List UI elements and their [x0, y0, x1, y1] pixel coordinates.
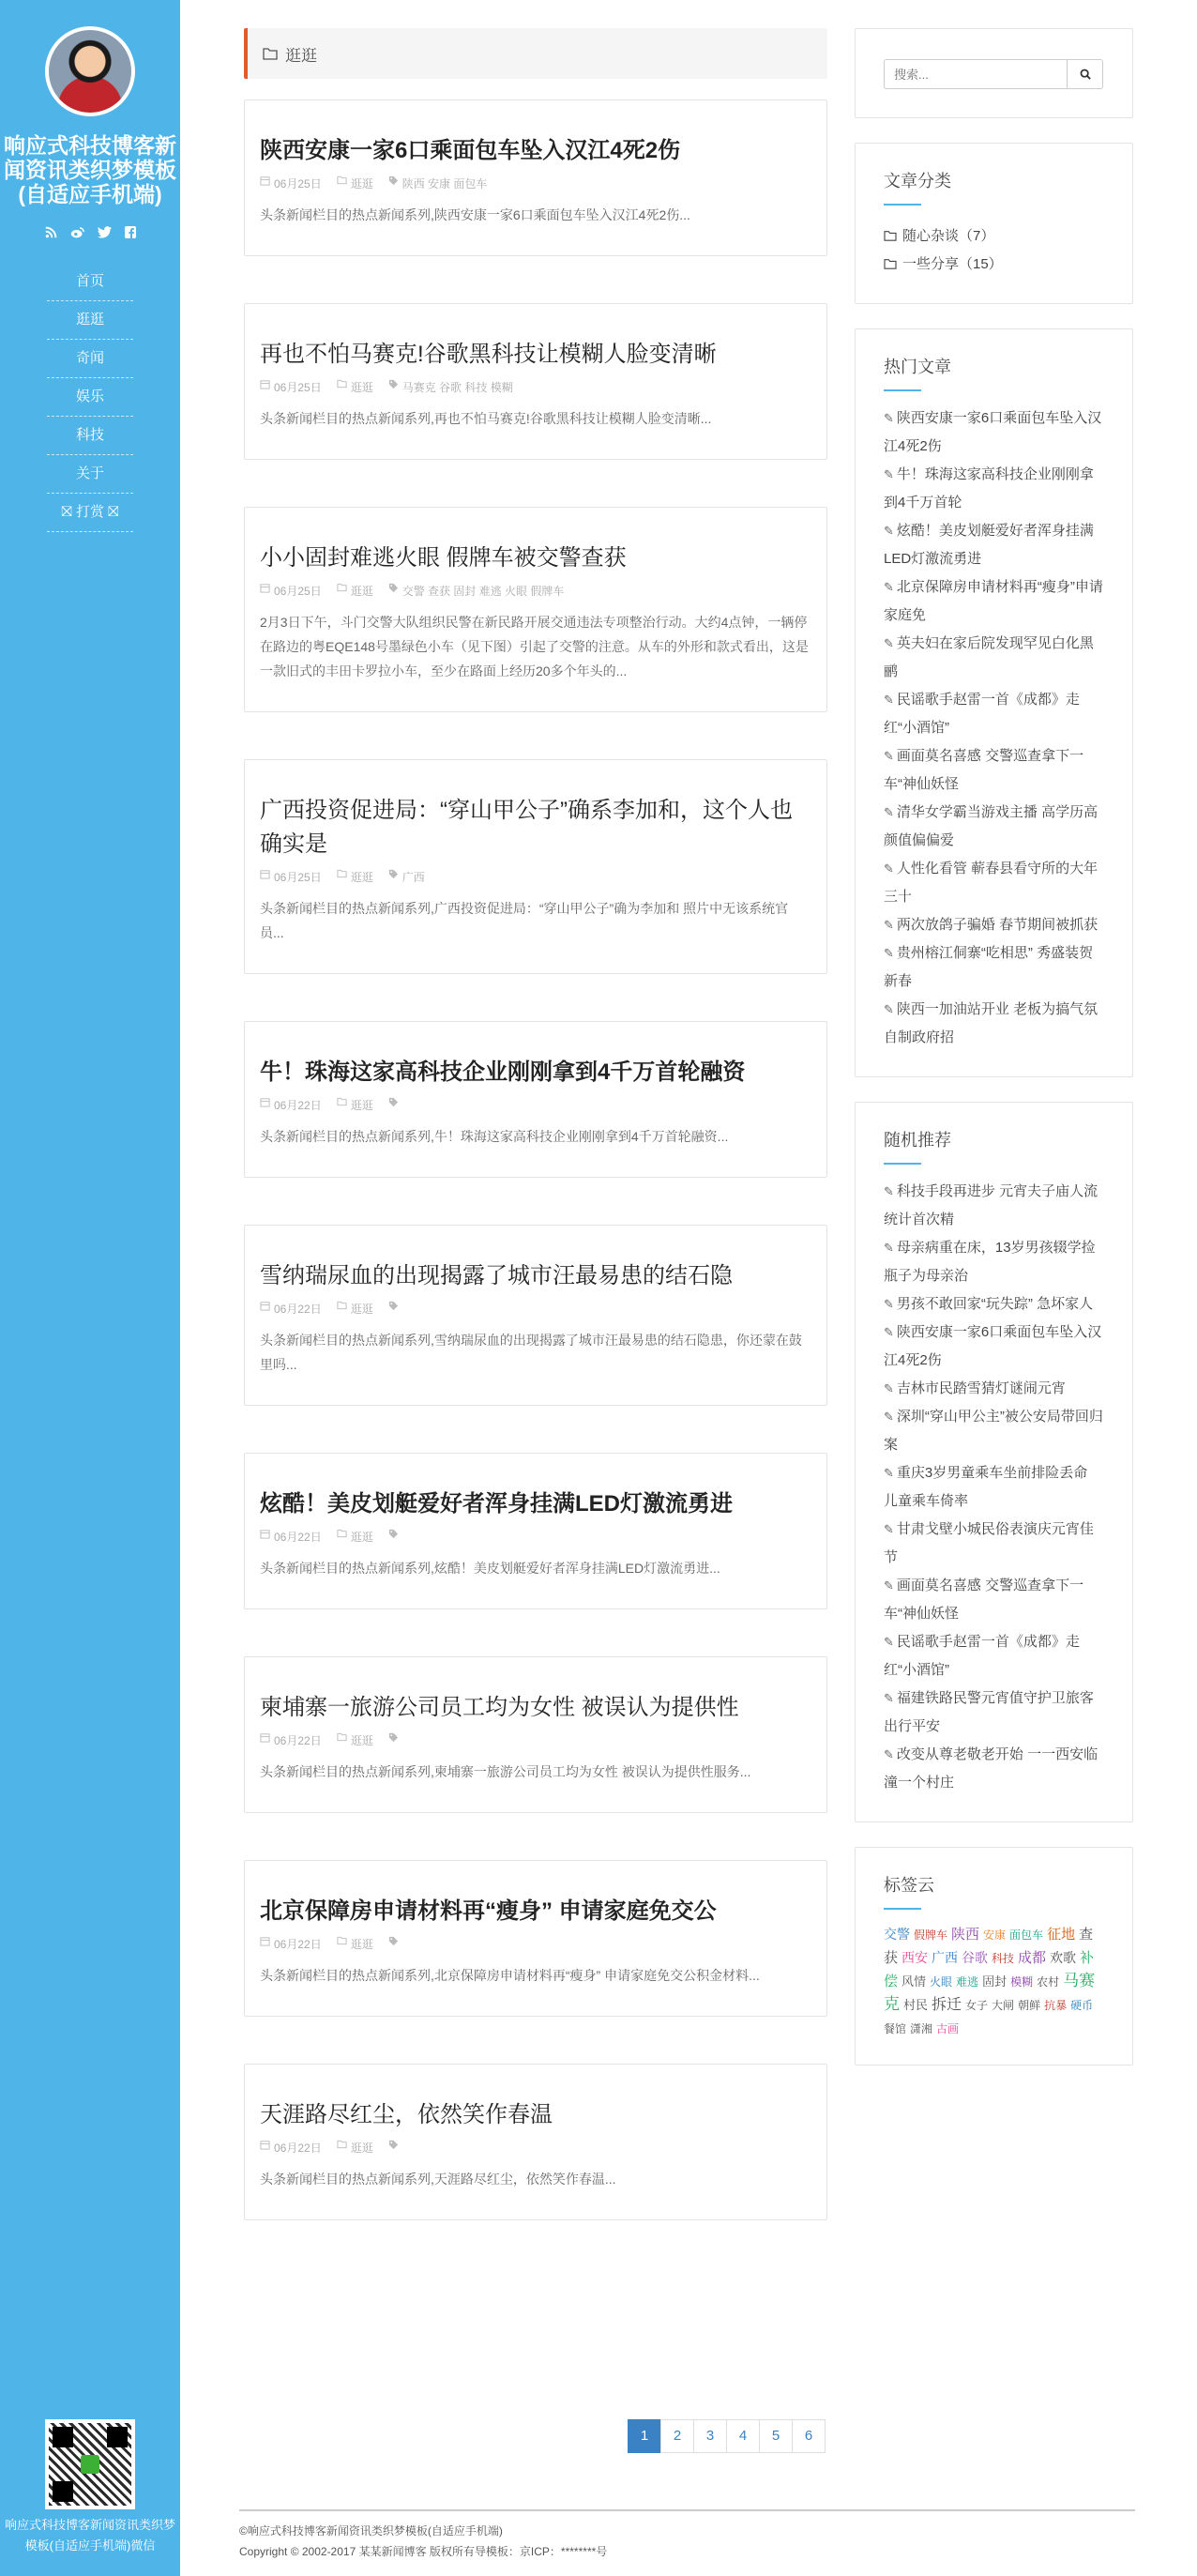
post-category[interactable] — [337, 379, 373, 395]
tag-link[interactable]: 朝鲜 — [1018, 1999, 1041, 2012]
post-date-text: 06月22日 — [274, 2142, 322, 2155]
tag-link[interactable]: 固封 — [982, 1974, 1008, 1989]
article-link[interactable] — [884, 996, 1104, 1052]
tag-link[interactable]: 村民 — [903, 1998, 929, 2012]
post-card — [244, 303, 827, 460]
search-icon — [1080, 69, 1091, 80]
article-title: 北京保障房申请材料再“瘦身”申请家庭免 — [884, 579, 1103, 623]
tag-link[interactable]: 西安 — [902, 1950, 929, 1965]
post-date — [260, 379, 322, 395]
article-link[interactable] — [884, 630, 1104, 686]
article-title: 母亲病重在床，13岁男孩辍学捡瓶子为母亲治 — [884, 1240, 1096, 1284]
post-tags-text: 马赛克 谷歌 科技 模糊 — [402, 381, 513, 394]
article-link[interactable] — [884, 573, 1104, 630]
article-link[interactable] — [884, 1684, 1104, 1741]
post-date — [260, 175, 322, 191]
nav-entertainment[interactable]: 娱乐 — [47, 378, 133, 417]
pencil-icon: ✎ — [884, 861, 894, 876]
pencil-icon: ✎ — [884, 1691, 894, 1705]
main-content — [244, 28, 827, 2220]
footer-copyright: Copyright © 2002-2017 某某新闻博客 版权所有导模板：京ICP：********号 — [239, 2545, 608, 2558]
post-excerpt: 头条新闻栏目的热点新闻系列,柬埔寨一旅游公司员工均为女性 被误认为提供性服务... — [260, 1764, 751, 1779]
category-label: 一些分享（15） — [902, 256, 1003, 272]
post-category[interactable] — [337, 1936, 373, 1952]
tag-icon — [388, 2140, 399, 2150]
tag-link[interactable]: 交警 — [884, 1927, 910, 1942]
pencil-icon: ✎ — [884, 693, 894, 707]
pencil-icon: ✎ — [884, 1466, 894, 1480]
post-category-text: 逛逛 — [350, 381, 373, 394]
pencil-icon: ✎ — [884, 805, 894, 819]
article-title: 重庆3岁男童乘车坐前排险丢命 儿童乘车倚率 — [884, 1465, 1088, 1509]
calendar-icon — [260, 379, 270, 389]
tag-link[interactable]: 安康 — [983, 1928, 1007, 1942]
calendar-icon — [260, 583, 270, 593]
pencil-icon: ✎ — [884, 749, 894, 763]
page-link[interactable]: 6 — [792, 2419, 826, 2453]
tag-link[interactable]: 谷歌 — [962, 1950, 989, 1965]
tag-link[interactable]: 火眼 — [930, 1975, 953, 1989]
article-title: 两次放鸽子骗婚 春节期间被抓获 — [896, 917, 1099, 933]
pencil-icon: ✎ — [884, 1297, 894, 1311]
post-excerpt: 头条新闻栏目的热点新闻系列,陕西安康一家6口乘面包车坠入汉江4死2伤... — [260, 207, 690, 222]
post-title[interactable]: 再也不怕马赛克!谷歌黑科技让模糊人脸变清晰 — [260, 342, 717, 367]
post-category-text: 逛逛 — [350, 1099, 373, 1112]
post-tags[interactable] — [388, 583, 565, 599]
tag-link[interactable]: 女子 — [965, 1999, 989, 2012]
tag-icon — [388, 379, 399, 389]
post-card — [244, 1860, 827, 2017]
post-excerpt: 头条新闻栏目的热点新闻系列,再也不怕马赛克!谷歌黑科技让模糊人脸变清晰... — [260, 411, 712, 426]
tag-link[interactable]: 广西 — [932, 1950, 959, 1965]
folder-icon — [337, 583, 347, 592]
article-link[interactable] — [884, 1178, 1104, 1234]
tag-link[interactable]: 硬币 — [1070, 1999, 1094, 2012]
tag-link[interactable]: 陕西 — [951, 1927, 980, 1943]
post-list — [244, 99, 827, 2220]
post-meta — [260, 2140, 811, 2156]
post-category[interactable] — [337, 869, 373, 885]
pagination — [629, 2419, 826, 2453]
tag-link[interactable]: 征地 — [1047, 1927, 1076, 1943]
article-title: 甘肃戈壁小城民俗表演庆元宵佳节 — [884, 1521, 1094, 1565]
hot-title: 热门文章 — [884, 354, 1104, 391]
category-title: 文章分类 — [884, 168, 1104, 206]
article-title: 改变从尊老敬老开始 一一西安临潼一个村庄 — [884, 1746, 1099, 1791]
tag-link[interactable]: 面包车 — [1009, 1928, 1044, 1942]
post-title[interactable]: 陕西安康一家6口乘面包车坠入汉江4死2伤 — [260, 138, 681, 163]
post-date-text: 06月22日 — [274, 1938, 322, 1951]
calendar-icon — [260, 1529, 270, 1539]
post-category[interactable] — [337, 1732, 373, 1748]
breadcrumb — [244, 28, 827, 79]
article-link[interactable] — [884, 799, 1104, 855]
folder-icon — [884, 258, 897, 269]
post-meta — [260, 869, 811, 885]
calendar-icon — [260, 1936, 270, 1946]
nav-about[interactable]: 关于 — [47, 455, 133, 494]
nav-qiwen[interactable]: 奇闻 — [47, 340, 133, 378]
page-link[interactable]: 2 — [660, 2419, 694, 2453]
article-link[interactable] — [884, 404, 1104, 461]
random-title: 随机推荐 — [884, 1127, 1104, 1165]
pencil-icon: ✎ — [884, 467, 894, 481]
pencil-icon: ✎ — [884, 918, 894, 932]
post-category-text: 逛逛 — [350, 1303, 373, 1316]
post-category[interactable] — [337, 1529, 373, 1545]
wechat-qr-code — [45, 2419, 135, 2509]
pencil-icon: ✎ — [884, 411, 894, 425]
post-excerpt: 头条新闻栏目的热点新闻系列,炫酷！美皮划艇爱好者浑身挂满LED灯激流勇进... — [260, 1561, 720, 1576]
tag-link[interactable]: 抗暴 — [1044, 1999, 1068, 2012]
calendar-icon — [260, 2140, 270, 2150]
gift-icon: ⛝ — [108, 504, 119, 520]
post-date — [260, 1301, 322, 1317]
tag-link[interactable]: 成都 — [1018, 1950, 1047, 1966]
post-date-text: 06月22日 — [274, 1734, 322, 1747]
tag-link[interactable]: 查获 — [884, 1927, 1094, 1966]
tag-link[interactable]: 风情 — [902, 1974, 927, 1989]
article-link[interactable] — [884, 461, 1104, 517]
category-list — [884, 222, 1104, 279]
post-title[interactable]: 雪纳瑞尿血的出现揭露了城市汪最易患的结石隐 — [260, 1263, 733, 1288]
tag-cloud-widget — [855, 1847, 1133, 2065]
post-date-text: 06月22日 — [274, 1303, 322, 1316]
post-card — [244, 759, 827, 974]
article-title: 牛！珠海这家高科技企业刚刚拿到4千万首轮 — [884, 466, 1094, 511]
folder-icon — [263, 47, 278, 60]
post-tags[interactable] — [388, 869, 425, 885]
folder-icon — [337, 1732, 347, 1742]
footer-line1: ©响应式科技博客新闻资讯类织梦模板(自适应手机端) — [239, 2524, 503, 2538]
article-link[interactable] — [884, 1234, 1104, 1290]
post-date-text: 06月25日 — [274, 177, 322, 191]
post-category[interactable] — [337, 2140, 373, 2156]
post-tags[interactable] — [388, 2140, 402, 2156]
post-category-text: 逛逛 — [350, 585, 373, 598]
post-tags[interactable] — [388, 1732, 402, 1748]
article-title: 深圳“穿山甲公主”被公安局带回归案 — [884, 1409, 1103, 1453]
post-card — [244, 2064, 827, 2220]
tags-title: 标签云 — [884, 1872, 1104, 1910]
category-label: 随心杂谈（7） — [902, 228, 995, 244]
post-tags[interactable] — [388, 175, 488, 191]
random-widget — [855, 1102, 1133, 1822]
category-item[interactable] — [884, 222, 1104, 251]
post-title[interactable]: 炫酷！美皮划艇爱好者浑身挂满LED灯激流勇进 — [260, 1491, 733, 1517]
folder-icon — [337, 379, 347, 389]
post-title[interactable]: 北京保障房申请材料再“瘦身” 申请家庭免交公 — [260, 1898, 717, 1924]
rss-icon[interactable] — [45, 223, 57, 238]
post-date-text: 06月22日 — [274, 1099, 322, 1112]
post-category[interactable] — [337, 1301, 373, 1317]
pencil-icon: ✎ — [884, 1410, 894, 1424]
article-title: 福建铁路民警元宵值守护卫旅客出行平安 — [884, 1690, 1094, 1734]
nav-home[interactable]: 首页 — [47, 263, 133, 301]
post-tags[interactable] — [388, 1097, 402, 1113]
post-date-text: 06月25日 — [274, 585, 322, 598]
post-date — [260, 583, 322, 599]
post-excerpt: 头条新闻栏目的热点新闻系列,牛！珠海这家高科技企业刚刚拿到4千万首轮融资... — [260, 1129, 729, 1144]
folder-icon — [337, 1936, 347, 1945]
hot-list — [884, 404, 1104, 1052]
tag-link[interactable]: 马赛克 — [884, 1972, 1096, 2013]
post-meta — [260, 1936, 811, 1952]
post-tags-text: 交警 查获 固封 难逃 火眼 假牌车 — [402, 585, 565, 598]
article-title: 炫酷！美皮划艇爱好者浑身挂满LED灯激流勇进 — [884, 523, 1094, 567]
post-title[interactable]: 柬埔寨一旅游公司员工均为女性 被误认为提供性 — [260, 1695, 739, 1720]
article-title: 贵州榕江侗寨“吃相思” 秀盛装贺新春 — [884, 945, 1094, 989]
article-link[interactable] — [884, 1318, 1104, 1375]
article-title: 陕西安康一家6口乘面包车坠入汉江4死2伤 — [884, 1324, 1102, 1368]
article-title: 人性化看管 蕲春县看守所的大年三十 — [884, 861, 1099, 905]
article-link[interactable] — [884, 939, 1104, 996]
tag-link[interactable]: 古画 — [936, 2022, 960, 2035]
post-card — [244, 1225, 827, 1406]
pencil-icon: ✎ — [884, 524, 894, 538]
tag-link[interactable]: 潇湘 — [910, 2022, 933, 2035]
post-card — [244, 507, 827, 712]
tag-icon — [388, 1936, 399, 1946]
post-meta — [260, 583, 811, 599]
post-tags[interactable] — [388, 1301, 402, 1317]
folder-icon — [337, 2140, 347, 2149]
post-title[interactable]: 小小固封难逃火眼 假牌车被交警查获 — [260, 545, 627, 571]
post-meta — [260, 1097, 811, 1113]
avatar[interactable] — [45, 26, 135, 116]
page-link[interactable]: 1 — [628, 2419, 661, 2453]
post-tags[interactable] — [388, 379, 513, 395]
post-category-text: 逛逛 — [350, 871, 373, 884]
post-date — [260, 2140, 322, 2156]
calendar-icon — [260, 1301, 270, 1311]
article-title: 陕西安康一家6口乘面包车坠入汉江4死2伤 — [884, 410, 1102, 454]
article-link[interactable] — [884, 1403, 1104, 1459]
search-input[interactable] — [884, 59, 1068, 89]
post-card — [244, 1021, 827, 1178]
article-link[interactable] — [884, 1375, 1104, 1403]
calendar-icon — [260, 1732, 270, 1743]
article-title: 英夫妇在家后院发现罕见白化黑鹂 — [884, 635, 1094, 679]
folder-icon — [884, 230, 897, 241]
pencil-icon: ✎ — [884, 580, 894, 594]
post-tags[interactable] — [388, 1936, 402, 1952]
article-title: 科技手段再进步 元宵夫子庙人流统计首次精 — [884, 1183, 1099, 1227]
post-meta — [260, 175, 811, 191]
post-category-text: 逛逛 — [350, 1938, 373, 1951]
post-date-text: 06月25日 — [274, 871, 322, 884]
pencil-icon: ✎ — [884, 1578, 894, 1593]
post-meta — [260, 1301, 811, 1317]
category-item[interactable] — [884, 251, 1104, 279]
article-link[interactable] — [884, 1628, 1104, 1684]
page-link[interactable]: 3 — [693, 2419, 727, 2453]
nav-donate[interactable] — [47, 494, 133, 532]
footer — [239, 2509, 1135, 2562]
folder-icon — [337, 1529, 347, 1538]
pencil-icon: ✎ — [884, 1184, 894, 1198]
tag-link[interactable]: 农村 — [1037, 1975, 1060, 1989]
search-button[interactable] — [1068, 59, 1103, 89]
breadcrumb-label: 逛逛 — [285, 46, 317, 65]
tag-link[interactable]: 大闸 — [992, 1999, 1015, 2012]
page-link[interactable]: 4 — [726, 2419, 760, 2453]
article-link[interactable] — [884, 517, 1104, 573]
tag-icon — [388, 1301, 399, 1311]
post-category-text: 逛逛 — [350, 1531, 373, 1544]
pencil-icon: ✎ — [884, 636, 894, 650]
category-widget — [855, 143, 1133, 304]
pencil-icon: ✎ — [884, 1522, 894, 1536]
article-title: 清华女学霸当游戏主播 高学历高颜值偏偏爱 — [884, 804, 1099, 848]
weibo-icon[interactable] — [70, 223, 84, 238]
post-card — [244, 1453, 827, 1609]
tag-link[interactable]: 假牌车 — [914, 1928, 948, 1942]
tag-link[interactable]: 拆迁 — [932, 1997, 962, 2013]
social-links — [0, 223, 180, 238]
folder-icon — [337, 1097, 347, 1106]
random-list — [884, 1178, 1104, 1797]
hot-articles-widget — [855, 328, 1133, 1077]
pencil-icon: ✎ — [884, 946, 894, 960]
article-title: 陕西一加油站开业 老板为搞气氛自制政府招 — [884, 1001, 1099, 1045]
article-link[interactable] — [884, 911, 1104, 939]
post-category[interactable] — [337, 583, 373, 599]
post-excerpt: 头条新闻栏目的热点新闻系列,北京保障房申请材料再“瘦身” 申请家庭免交公积金材料... — [260, 1968, 760, 1983]
page-link[interactable]: 5 — [759, 2419, 793, 2453]
post-tags-text: 陕西 安康 面包车 — [402, 177, 488, 191]
post-title[interactable]: 牛！珠海这家高科技企业刚刚拿到4千万首轮融资 — [260, 1059, 746, 1085]
calendar-icon — [260, 175, 270, 186]
article-title: 吉林市民踏雪猜灯谜闹元宵 — [896, 1380, 1066, 1396]
nav-guangguang[interactable]: 逛逛 — [47, 301, 133, 340]
tag-link[interactable]: 模糊 — [1010, 1975, 1034, 1989]
post-date — [260, 869, 322, 885]
post-date — [260, 1529, 322, 1545]
tag-link[interactable]: 餐馆 — [884, 2022, 907, 2035]
post-tags-text: 广西 — [402, 871, 425, 884]
tag-link[interactable]: 科技 — [992, 1952, 1015, 1965]
tag-icon — [388, 1529, 399, 1539]
post-date — [260, 1732, 322, 1748]
tag-icon — [388, 869, 399, 879]
nav-donate-label: 打赏 — [75, 504, 104, 520]
post-category[interactable] — [337, 1097, 373, 1113]
post-category-text: 逛逛 — [350, 1734, 373, 1747]
post-date — [260, 1097, 322, 1113]
tag-link[interactable]: 补偿 — [884, 1950, 1095, 1989]
article-link[interactable] — [884, 1741, 1104, 1797]
pencil-icon: ✎ — [884, 1241, 894, 1255]
post-tags[interactable] — [388, 1529, 402, 1545]
calendar-icon — [260, 1097, 270, 1107]
article-title: 男孩不敢回家“玩失踪” 急坏家人 — [896, 1296, 1094, 1312]
post-excerpt: 2月3日下午，斗门交警大队组织民警在新民路开展交通违法专项整治行动。大约4点钟，一辆停在路边的粤EQE148号墨绿色小车（见下图）引起了交警的注意。从车的外形和款式看出，这是一款旧式的丰田卡罗拉小车，至少在路面上经历20多个年头的... — [260, 615, 809, 678]
calendar-icon — [260, 869, 270, 879]
post-category-text: 逛逛 — [350, 2142, 373, 2155]
tag-link[interactable]: 欢歌 — [1050, 1950, 1077, 1965]
nav-tech[interactable]: 科技 — [47, 417, 133, 455]
article-link[interactable] — [884, 1572, 1104, 1628]
post-card — [244, 99, 827, 256]
article-link[interactable] — [884, 1459, 1104, 1516]
post-excerpt: 头条新闻栏目的热点新闻系列,广西投资促进局：“穿山甲公子”确为李加和 照片中无该系统官员... — [260, 901, 789, 940]
post-meta — [260, 1529, 811, 1545]
post-excerpt: 头条新闻栏目的热点新闻系列,天涯路尽红尘，依然笑作春温... — [260, 2172, 616, 2187]
post-title[interactable]: 天涯路尽红尘，依然笑作春温 — [260, 2102, 553, 2127]
right-sidebar — [855, 28, 1133, 2090]
pencil-icon: ✎ — [884, 1747, 894, 1761]
tag-cloud — [884, 1923, 1104, 2040]
post-date-text: 06月25日 — [274, 381, 322, 394]
tag-icon — [388, 175, 399, 186]
tag-icon — [388, 1732, 399, 1743]
folder-icon — [337, 175, 347, 185]
folder-icon — [337, 1301, 347, 1310]
qr-caption: 响应式科技博客新闻资讯类织梦模板(自适应手机端)微信 — [4, 2518, 175, 2553]
left-sidebar — [0, 0, 180, 2576]
tag-icon — [388, 583, 399, 593]
tag-link[interactable]: 难逃 — [956, 1975, 979, 1989]
pencil-icon: ✎ — [884, 1381, 894, 1395]
site-title[interactable]: 响应式科技博客新闻资讯类织梦模板(自适应手机端) — [4, 133, 176, 206]
article-link[interactable] — [884, 1290, 1104, 1318]
article-link[interactable] — [884, 855, 1104, 911]
article-title: 民谣歌手赵雷一首《成都》走红“小酒馆” — [884, 1634, 1080, 1678]
post-excerpt: 头条新闻栏目的热点新闻系列,雪纳瑞尿血的出现揭露了城市汪最易患的结石隐患，你还蒙在鼓里吗... — [260, 1333, 802, 1372]
post-category-text: 逛逛 — [350, 177, 373, 191]
article-title: 民谣歌手赵雷一首《成都》走红“小酒馆” — [884, 692, 1080, 736]
folder-icon — [337, 869, 347, 878]
post-date — [260, 1936, 322, 1952]
main-nav — [47, 263, 133, 532]
post-meta — [260, 1732, 811, 1748]
post-meta — [260, 379, 811, 395]
facebook-icon[interactable] — [125, 223, 136, 238]
post-card — [244, 1656, 827, 1813]
post-title[interactable]: 广西投资促进局：“穿山甲公子”确系李加和，这个人也确实是 — [260, 798, 793, 857]
tag-icon — [388, 1097, 399, 1107]
article-link[interactable] — [884, 686, 1104, 742]
twitter-icon[interactable] — [98, 223, 112, 238]
article-title: 画面莫名喜感 交警巡查拿下一车“神仙妖怪 — [884, 1578, 1084, 1622]
pencil-icon: ✎ — [884, 1002, 894, 1016]
pencil-icon: ✎ — [884, 1635, 894, 1649]
gift-icon: ⛝ — [61, 504, 72, 520]
pencil-icon: ✎ — [884, 1325, 894, 1339]
post-date-text: 06月22日 — [274, 1531, 322, 1544]
article-link[interactable] — [884, 742, 1104, 799]
search-widget — [855, 28, 1133, 118]
post-category[interactable] — [337, 175, 373, 191]
article-link[interactable] — [884, 1516, 1104, 1572]
article-title: 画面莫名喜感 交警巡查拿下一车“神仙妖怪 — [884, 748, 1084, 792]
